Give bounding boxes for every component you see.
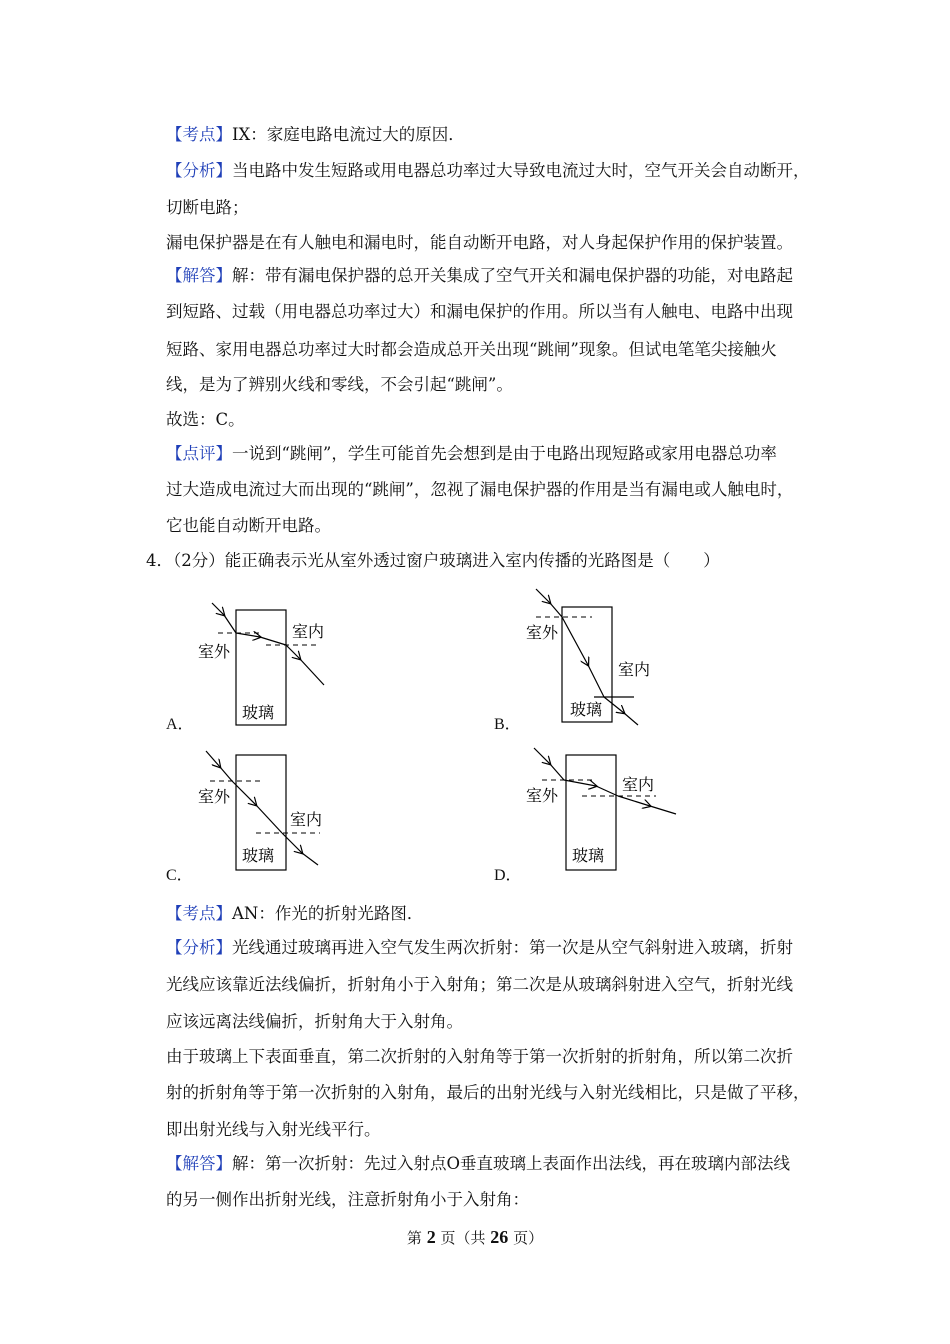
jieda-line-2: 到短路、过载（用电器总功率过大）和漏电保护的作用。所以当有人触电、电路中出现	[166, 302, 793, 321]
outdoor-label: 室外	[526, 786, 559, 805]
kaodian-line-2	[166, 904, 423, 924]
indoor-label: 室内	[292, 622, 325, 641]
glass-label: 玻璃	[242, 703, 275, 722]
diagram-c	[190, 745, 340, 879]
jieda-line-a	[166, 1154, 790, 1174]
footer-mid: 页（共	[440, 1229, 486, 1247]
kaodian-text: IX：家庭电路电流过大的原因．	[232, 125, 465, 144]
option-c-label: C．	[166, 867, 193, 884]
kaodian-tag: 【考点】	[166, 904, 232, 923]
option-d-label: D．	[494, 867, 522, 884]
jieda-text: 解：第一次折射：先过入射点O垂直玻璃上表面作出法线，再在玻璃内部法线	[232, 1154, 791, 1173]
fenxi-line-e: 射的折射角等于第一次折射的入射角，最后的出射光线与入射光线相比，只是做了平移，	[166, 1083, 810, 1102]
fenxi-line-3: 漏电保护器是在有人触电和漏电时，能自动断开电路，对人身起保护作用的保护装置。	[166, 233, 793, 252]
option-a-label: A．	[166, 716, 194, 733]
outdoor-label: 室外	[526, 623, 559, 642]
option-b-label: B．	[494, 716, 521, 733]
diagram-b	[520, 585, 670, 734]
glass-label: 玻璃	[570, 700, 603, 719]
glass-label: 玻璃	[572, 846, 605, 865]
fenxi-tag: 【分析】	[166, 938, 232, 957]
jieda-tag: 【解答】	[166, 1154, 232, 1173]
fenxi-text: 当电路中发生短路或用电器总功率过大导致电流过大时，空气开关会自动断开，	[232, 161, 810, 180]
diagram-a	[190, 595, 340, 734]
kaodian-text: AN：作光的折射光路图．	[232, 904, 424, 923]
dianping-text: 一说到“跳闸”，学生可能首先会想到是由于电路出现短路或家用电器总功率	[232, 444, 777, 463]
fenxi-text: 光线通过玻璃再进入空气发生两次折射：第一次是从空气斜射进入玻璃，折射	[232, 938, 793, 957]
total-pages: 26	[490, 1227, 509, 1247]
indoor-label: 室内	[290, 810, 323, 829]
fenxi-tag: 【分析】	[166, 161, 232, 180]
dianping-line-1	[166, 444, 777, 464]
diagram-d	[520, 740, 685, 879]
dianping-tag: 【点评】	[166, 444, 232, 463]
indoor-label: 室内	[622, 775, 655, 794]
jieda-tag: 【解答】	[166, 266, 232, 285]
jieda-line-3: 短路、家用电器总功率过大时都会造成总开关出现“跳闸”现象。但试电笔笔尖接触火	[166, 340, 777, 359]
fenxi-line-1	[166, 161, 810, 181]
fenxi-line-a	[166, 938, 793, 958]
fenxi-line-f: 即出射光线与入射光线平行。	[166, 1120, 381, 1139]
jieda-line-b: 的另一侧作出折射光线，注意折射角小于入射角：	[166, 1190, 529, 1209]
jieda-line-4: 线，是为了辨别火线和零线，不会引起“跳闸”。	[166, 375, 513, 394]
kaodian-tag: 【考点】	[166, 125, 232, 144]
dianping-line-3: 它也能自动断开电路。	[166, 516, 331, 535]
jieda-line-1	[166, 266, 793, 286]
fenxi-line-b: 光线应该靠近法线偏折，折射角小于入射角；第二次是从玻璃斜射进入空气，折射光线	[166, 975, 793, 994]
page-footer	[0, 1227, 950, 1248]
jieda-text: 解：带有漏电保护器的总开关集成了空气开关和漏电保护器的功能，对电路起	[232, 266, 793, 285]
glass-label: 玻璃	[242, 846, 275, 865]
indoor-label: 室内	[618, 660, 651, 679]
fenxi-line-c: 应该远离法线偏折，折射角大于入射角。	[166, 1012, 463, 1031]
fenxi-line-2: 切断电路；	[166, 198, 249, 217]
outdoor-label: 室外	[198, 642, 231, 661]
kaodian-line-1	[166, 125, 465, 145]
footer-suffix: 页）	[513, 1229, 544, 1247]
jieda-line-5: 故选：C。	[166, 410, 245, 429]
question-stem: 4．（2分）能正确表示光从室外透过窗户玻璃进入室内传播的光路图是（ ）	[146, 551, 720, 570]
page-number: 2	[426, 1227, 436, 1247]
dianping-line-2: 过大造成电流过大而出现的“跳闸”，忽视了漏电保护器的作用是当有漏电或人触电时，	[166, 480, 794, 499]
footer-prefix: 第	[406, 1229, 422, 1247]
outdoor-label: 室外	[198, 787, 231, 806]
fenxi-line-d: 由于玻璃上下表面垂直，第二次折射的入射角等于第一次折射的折射角，所以第二次折	[166, 1047, 793, 1066]
